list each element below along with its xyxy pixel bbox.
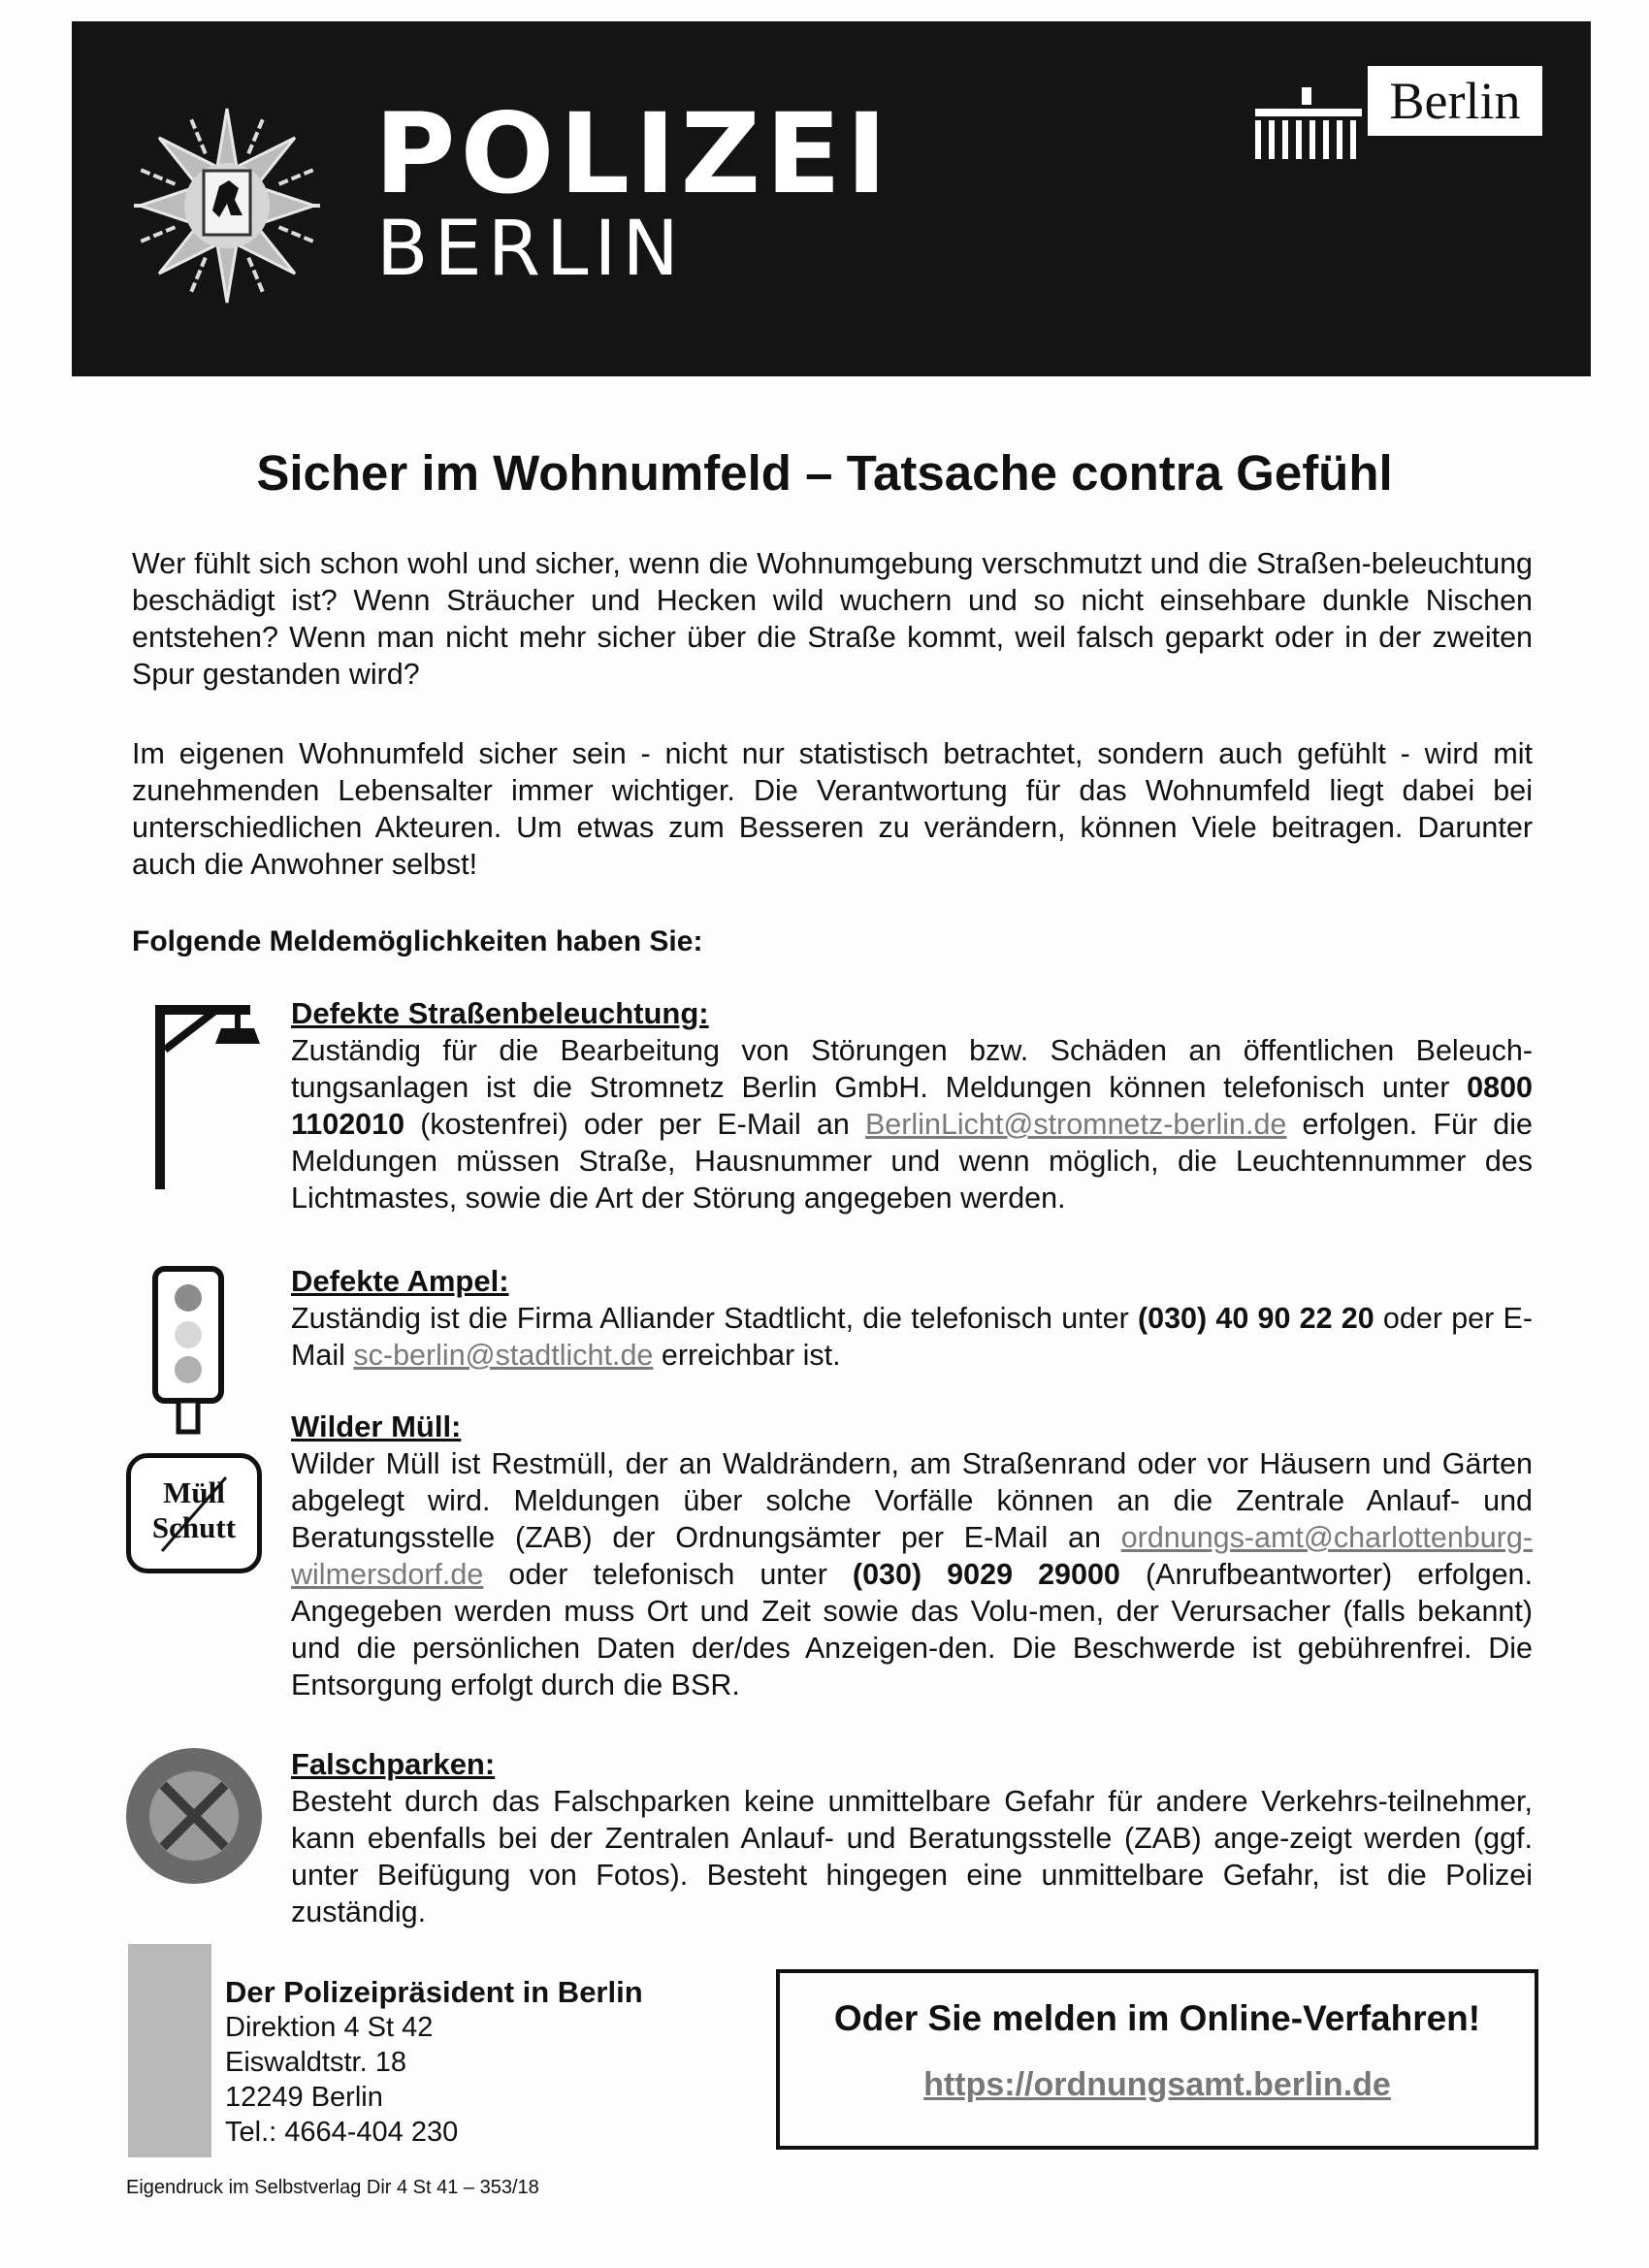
traffic-light-text: Zuständig ist die Firma Alliander Stadtlicht, die telefonisch unter (030) 40 90 22 20 oder per E-Mail sc-berlin@stadtlicht.de erreichbar ist. [291, 1302, 1533, 1372]
street-lighting-phone: 0800 1102010 [291, 1071, 1533, 1141]
street-lighting-email-link[interactable]: BerlinLicht@stromnetz-berlin.de [864, 1108, 1287, 1141]
address-line-1: Direktion 4 St 42 [225, 2012, 434, 2043]
imprint-note: Eigendruck im Selbstverlag Dir 4 St 41 – 353/18 [126, 2177, 539, 2198]
waste-icon-line2: Schutt [151, 1510, 237, 1544]
address-line-2: Eiswaldtstr. 18 [225, 2047, 406, 2078]
no-stopping-sign-icon [124, 1746, 264, 1886]
traffic-light-title: Defekte Ampel: [291, 1264, 509, 1298]
police-title: POLIZEI [374, 89, 892, 218]
address-phone: Tel.: 4664-404 230 [225, 2117, 459, 2148]
header-banner [72, 21, 1591, 376]
illegal-waste-text: Wilder Müll ist Restmüll, der an Waldrändern, am Straßenrand oder vor Häusern und Gärten abgelegt wird. Meldungen über solche Vorfälle können an die Zentrale Anlauf- und Beratungsstelle (ZAB) der Ordnungsämter per E-Mail an ordnungs-amt@charlottenburg-wilmersdorf.de oder telefonisch unter (030) 9029 29000 (Anrufbeantworter) erfolgen. Angegeben werden muss Ort und Zeit sowie das Volu-men, der Verursacher (falls bekannt) und die persönlichen Daten der/des Anzeigen-den. Die Beschwerde ist gebührenfrei. Die Entsorgung erfolgt durch die BSR. [291, 1447, 1533, 1701]
berlin-logo-text: Berlin [1368, 66, 1542, 136]
online-report-title: Oder Sie melden im Online-Verfahren! [833, 1998, 1481, 2038]
illegal-waste-email-link[interactable]: ordnungs-amt@charlottenburg-wilmersdorf.de [291, 1521, 1533, 1591]
traffic-light-phone: (030) 40 90 22 20 [1137, 1302, 1374, 1335]
illegal-parking-text: Besteht durch das Falschparken keine unmittelbare Gefahr für andere Verkehrs-teilnehmer, kann ebenfalls bei der Zentralen Anlauf- und Beratungsstelle (ZAB) ange-zeigt werden (ggf. unter Beifügung von Fotos). Besteht hingegen eine unmittelbare Gefahr, ist die Polizei zuständig. [291, 1785, 1533, 1928]
traffic-light-email-link[interactable]: sc-berlin@stadtlicht.de [353, 1339, 654, 1372]
section-illegal-waste [291, 1409, 1533, 1703]
street-lighting-title: Defekte Straßenbeleuchtung: [291, 996, 709, 1030]
sender-address [225, 1975, 643, 2150]
police-star-emblem-icon [111, 70, 343, 341]
online-report-box [776, 1969, 1538, 2150]
illegal-waste-title: Wilder Müll: [291, 1409, 462, 1443]
illegal-parking-title: Falschparken: [291, 1747, 496, 1781]
street-lighting-text: Zuständig für die Bearbeitung von Störungen bzw. Schäden an öffentlichen Beleuch-tungsanlagen ist die Stromnetz Berlin GmbH. Meldungen können telefonisch unter 0800 1102010 (kostenfrei) oder per E-Mail an BerlinLicht@stromnetz-berlin.de erfolgen. Für die Meldungen müssen Straße, Hausnummer und wenn möglich, die Leuchtennummer des Lichtmastes, sowie die Art der Störung angegeben werden. [291, 1034, 1533, 1215]
options-heading: Folgende Meldemöglichkeiten haben Sie: [132, 925, 703, 957]
section-traffic-light [291, 1263, 1533, 1374]
traffic-light-icon [151, 1265, 225, 1440]
waste-icon [126, 1453, 262, 1573]
street-lamp-icon [147, 999, 266, 1193]
section-illegal-parking [291, 1746, 1533, 1930]
police-subtitle: BERLIN [376, 206, 685, 293]
intro-paragraph-2: Im eigenen Wohnumfeld sicher sein - nicht nur statistisch betrachtet, sondern auch gefühlt - wird mit zunehmenden Lebensalter immer wichtiger. Die Verantwortung für das Wohnumfeld liegt dabei bei unterschiedlichen Akteuren. Um etwas zum Besseren zu verändern, können Viele beitragen. Darunter auch die Anwohner selbst! [132, 737, 1533, 881]
address-line-3: 12249 Berlin [225, 2082, 383, 2113]
section-street-lighting [291, 995, 1533, 1216]
footer-grey-bar [128, 1944, 211, 2157]
page-title: Sicher im Wohnumfeld – Tatsache contra Gefühl [256, 445, 1393, 501]
online-report-link[interactable]: https://ordnungsamt.berlin.de [923, 2066, 1391, 2103]
illegal-waste-phone: (030) 9029 29000 [852, 1558, 1120, 1591]
address-organisation: Der Polizeipräsident in Berlin [225, 1975, 643, 2009]
waste-icon-line1: Müll [163, 1475, 225, 1509]
intro-paragraph-1: Wer fühlt sich schon wohl und sicher, wenn die Wohnumgebung verschmutzt und die Straßen-beleuchtung beschädigt ist? Wenn Sträucher und Hecken wild wuchern und so nicht einsehbare dunkle Nischen entstehen? Wenn man nicht mehr sicher über die Straße kommt, weil falsch geparkt oder in der zweiten Spur gestanden wird? [132, 547, 1533, 691]
